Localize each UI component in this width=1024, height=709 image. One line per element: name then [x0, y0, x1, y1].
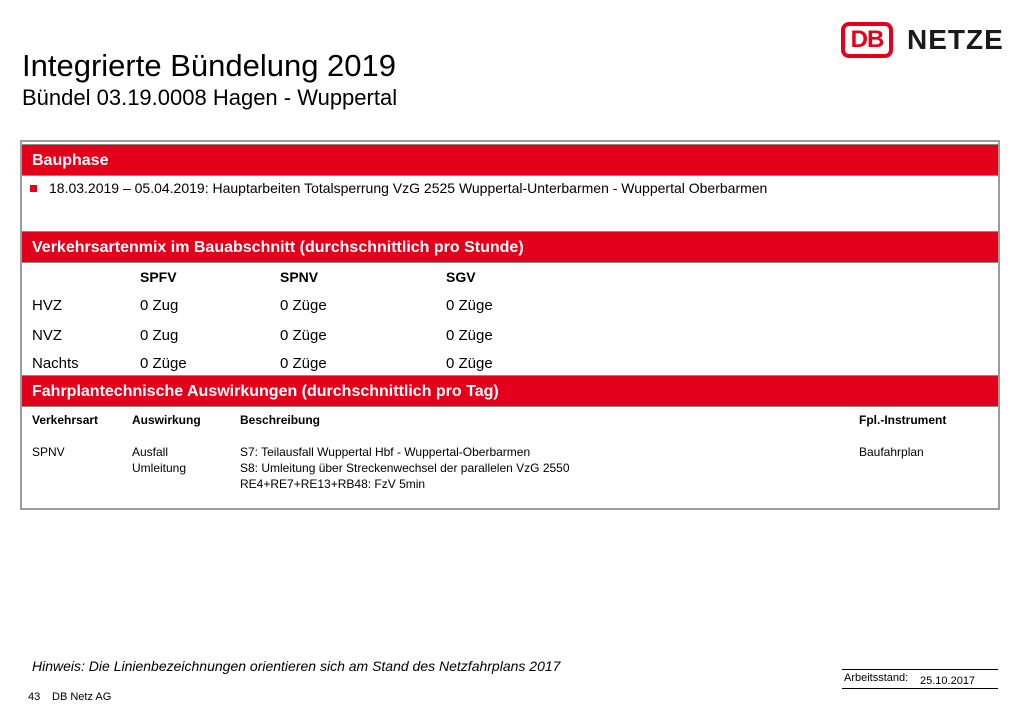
mix-cell: 0 Züge — [446, 355, 493, 372]
arbeitsstand-box — [842, 669, 998, 689]
fahrplan-beschreibung: S8: Umleitung über Streckenwechsel der parallelen VzG 2550 — [240, 461, 570, 475]
mix-cell: 0 Zug — [140, 327, 179, 344]
fahrplan-column-header: Verkehrsart — [32, 413, 99, 427]
db-netze-logo — [841, 20, 1004, 60]
page-subtitle: Bündel 03.19.0008 Hagen - Wuppertal — [22, 85, 398, 110]
mix-column-header: SGV — [446, 269, 476, 285]
bauphase-item-text: 18.03.2019 – 05.04.2019: Hauptarbeiten Totalsperrung VzG 2525 Wuppertal-Unterbarmen - Wuppertal Oberbarmen — [49, 180, 768, 196]
arbeitsstand-label: Arbeitsstand: — [844, 672, 909, 684]
fahrplan-auswirkung: Umleitung — [132, 461, 187, 475]
content-frame — [20, 140, 1000, 510]
fahrplan-beschreibung: S7: Teilausfall Wuppertal Hbf - Wuppertal-Oberbarmen — [240, 445, 531, 459]
logo-text: NETZE — [907, 24, 1004, 55]
mix-row-label: Nachts — [32, 355, 79, 372]
company-name: DB Netz AG — [52, 691, 112, 703]
mix-cell: 0 Züge — [280, 355, 327, 372]
mix-cell: 0 Züge — [280, 327, 327, 344]
fahrplan-column-header: Auswirkung — [132, 413, 201, 427]
mix-cell: 0 Züge — [446, 297, 493, 314]
mix-column-header: SPFV — [140, 269, 177, 285]
fahrplan-auswirkung: Ausfall — [132, 445, 169, 459]
fahrplan-heading: Fahrplantechnische Auswirkungen (durchschnittlich pro Tag) — [22, 375, 998, 407]
fahrplan-column-header: Beschreibung — [240, 413, 321, 427]
mix-row-label: NVZ — [32, 327, 62, 344]
fahrplan-column-header: Fpl.-Instrument — [859, 413, 947, 427]
mix-column-header: SPNV — [280, 269, 319, 285]
bauphase-item — [30, 180, 767, 196]
db-logo-icon: DB — [841, 22, 893, 58]
fahrplan-verkehrsart: SPNV — [32, 445, 65, 459]
footer-hint: Hinweis: Die Linienbezeichnungen orientieren sich am Stand des Netzfahrplans 2017 — [32, 658, 561, 674]
verkehrsartenmix-heading: Verkehrsartenmix im Bauabschnitt (durchschnittlich pro Stunde) — [22, 231, 998, 263]
page-number: 43 — [28, 691, 41, 703]
arbeitsstand-date: 25.10.2017 — [920, 675, 976, 687]
fahrplan-instrument: Baufahrplan — [859, 445, 924, 459]
fahrplan-beschreibung: RE4+RE7+RE13+RB48: FzV 5min — [240, 477, 426, 491]
bullet-square-icon — [30, 185, 37, 192]
mix-cell: 0 Züge — [280, 297, 327, 314]
mix-cell: 0 Züge — [446, 327, 493, 344]
bauphase-heading: Bauphase — [22, 144, 998, 176]
mix-cell: 0 Zug — [140, 297, 179, 314]
mix-cell: 0 Züge — [140, 355, 187, 372]
mix-row-label: HVZ — [32, 297, 62, 314]
page-title: Integrierte Bündelung 2019 — [22, 48, 397, 83]
